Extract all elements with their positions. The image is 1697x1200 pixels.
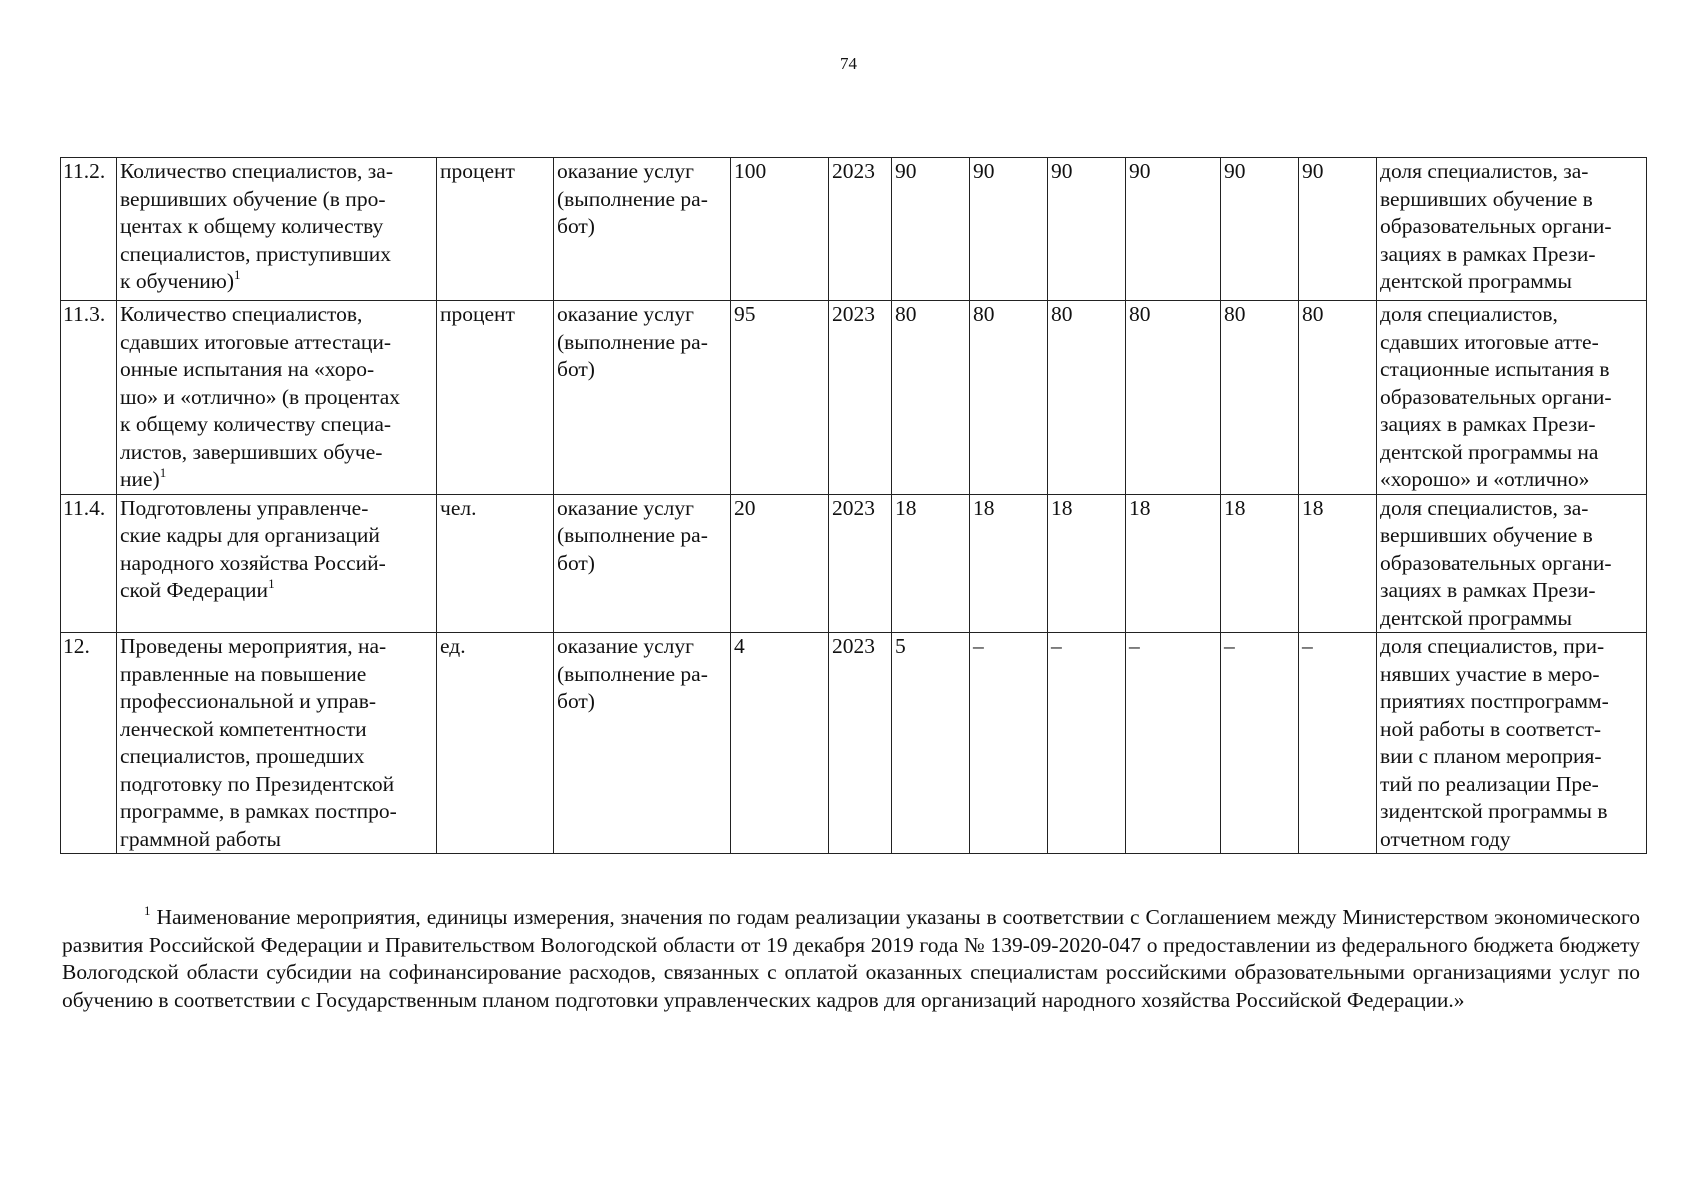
row-number-text: 11.3. [63,302,106,326]
indicator-name [117,494,437,633]
note-cell-text: доля специалистов, при- нявших участие в меро- приятиях постпрограмм- ной работы в соответст- вии с планом мероприя- тий по реализации Пре- зидентской программы в отчетном году [1380,634,1609,851]
note-cell-text: доля специалистов, за- вершивших обучение в образовательных органи- зациях в рамках Прези- дентской программы [1380,495,1612,630]
result-type-text: оказание услуг (выполнение ра- бот) [557,495,708,575]
note-cell [1377,158,1647,301]
note-cell [1377,633,1647,854]
year-value-6-text: 80 [1302,302,1324,326]
unit-cell [437,494,554,633]
year-value-3 [1048,494,1126,633]
base-year-text: 2023 [832,159,875,183]
year-value-5 [1221,494,1299,633]
unit-cell-text: чел. [440,495,477,520]
table-row [61,494,1647,633]
year-value-4 [1126,301,1221,495]
table-row [61,633,1647,854]
year-value-3 [1048,158,1126,301]
footnote-text: Наименование мероприятия, единицы измерения, значения по годам реализации указаны в соответствии с Соглашением между Министерством экономического развития Российской Федерации и Правительством Вологодской области от 19 декабря 2019 года № 139-09-2020-047 о предоставлении из федерального бюджета бюджету Вологодской области субсидии на софинансирование расходов, связанных с оплатой оказанных специалистам российскими образовательными организациями услуг по обучению в соответствии с Государственным планом подготовки управленческих кадров для организаций народного хозяйства Российской Федерации.» [62,905,1640,1012]
result-type [554,301,731,495]
year-value-4 [1126,158,1221,301]
base-value-text: 100 [734,159,767,183]
base-year-text: 2023 [832,495,875,520]
base-value [731,494,829,633]
result-type [554,633,731,854]
year-value-2-text: – [973,634,984,658]
row-number [61,158,117,301]
year-value-3 [1048,301,1126,495]
table-body [61,158,1647,854]
base-year [829,301,892,495]
indicator-name-text: Проведены мероприятия, на- правленные на повышение профессиональной и управ- ленческой компетентности специалистов, прошедших подготовку по Президентской программе, в рамках постпро- граммной работы [120,634,397,851]
indicator-name [117,158,437,301]
year-value-2 [970,494,1048,633]
row-number-text: 12. [63,634,90,658]
indicator-name-text: Количество специалистов, сдавших итоговые аттестаци- онные испытания на «хоро- шо» и «отлично» (в процентах к общему количеству специа- листов, завершивших обуче- ние) [120,302,401,491]
year-value-6 [1299,494,1377,633]
unit-cell-text: ед. [440,634,466,658]
year-value-3-text: 90 [1051,159,1073,183]
note-cell [1377,494,1647,633]
footnote-ref: 1 [234,267,241,282]
indicator-name [117,301,437,495]
year-value-4-text: 18 [1129,495,1151,520]
year-value-3 [1048,633,1126,854]
base-value [731,633,829,854]
result-type-text: оказание услуг (выполнение ра- бот) [557,159,708,238]
unit-cell-text: процент [440,302,515,326]
year-value-2 [970,158,1048,301]
indicator-name-text: Подготовлены управленче- ские кадры для организаций народного хозяйства Россий- ской Федерации [120,495,386,602]
year-value-1 [892,158,970,301]
year-value-1-text: 90 [895,159,917,183]
result-type [554,494,731,633]
year-value-2-text: 80 [973,302,995,326]
row-number-text: 11.4. [63,495,106,520]
footnote-ref: 1 [159,465,167,480]
base-year [829,158,892,301]
year-value-3-text: 80 [1051,302,1073,326]
base-value [731,158,829,301]
year-value-6 [1299,158,1377,301]
year-value-5-text: 80 [1224,302,1246,326]
year-value-2 [970,301,1048,495]
year-value-1-text: 80 [895,302,917,326]
year-value-5-text: – [1224,634,1235,658]
year-value-6 [1299,633,1377,854]
year-value-1 [892,301,970,495]
note-cell [1377,301,1647,495]
base-value-text: 20 [734,495,756,520]
base-year-text: 2023 [832,634,875,658]
year-value-1 [892,633,970,854]
unit-cell [437,633,554,854]
year-value-2-text: 18 [973,495,995,520]
row-number [61,494,117,633]
year-value-2 [970,633,1048,854]
year-value-4-text: – [1129,634,1140,658]
base-year-text: 2023 [832,302,875,326]
unit-cell [437,301,554,495]
page-number: 74 [840,54,857,73]
year-value-6-text: – [1302,634,1313,658]
footnote-ref: 1 [268,576,275,591]
row-number [61,633,117,854]
year-value-4-text: 90 [1129,159,1151,183]
result-type [554,158,731,301]
year-value-6-text: 90 [1302,159,1324,183]
unit-cell-text: процент [440,159,515,183]
year-value-6-text: 18 [1302,495,1324,520]
year-value-4-text: 80 [1129,302,1151,326]
table-row [61,158,1647,301]
table-row [61,301,1647,495]
base-value-text: 95 [734,302,756,326]
year-value-6 [1299,301,1377,495]
indicator-name [117,633,437,854]
base-year [829,494,892,633]
note-cell-text: доля специалистов, сдавших итоговые атте- стационные испытания в образовательных органи- зациях в рамках Прези- дентской программы на «хорошо» и «отлично» [1380,302,1612,491]
base-value-text: 4 [734,634,745,658]
year-value-5-text: 90 [1224,159,1246,183]
year-value-1-text: 5 [895,634,906,658]
result-type-text: оказание услуг (выполнение ра- бот) [557,302,708,381]
year-value-5 [1221,301,1299,495]
year-value-3-text: – [1051,634,1062,658]
year-value-4 [1126,494,1221,633]
year-value-3-text: 18 [1051,495,1073,520]
row-number-text: 11.2. [63,159,106,183]
result-type-text: оказание услуг (выполнение ра- бот) [557,634,708,713]
indicators-table [60,157,1647,854]
year-value-5 [1221,158,1299,301]
footnote-mark: 1 [144,903,151,918]
year-value-4 [1126,633,1221,854]
unit-cell [437,158,554,301]
year-value-5 [1221,633,1299,854]
year-value-1-text: 18 [895,495,917,520]
footnote [62,904,1640,1014]
year-value-2-text: 90 [973,159,995,183]
year-value-5-text: 18 [1224,495,1246,520]
year-value-1 [892,494,970,633]
row-number [61,301,117,495]
base-year [829,633,892,854]
base-value [731,301,829,495]
indicator-name-text: Количество специалистов, за- вершивших обучение (в про- центах к общему количеству специалистов, приступивших к обучению) [120,159,394,293]
note-cell-text: доля специалистов, за- вершивших обучение в образовательных органи- зациях в рамках Прези- дентской программы [1380,159,1612,293]
